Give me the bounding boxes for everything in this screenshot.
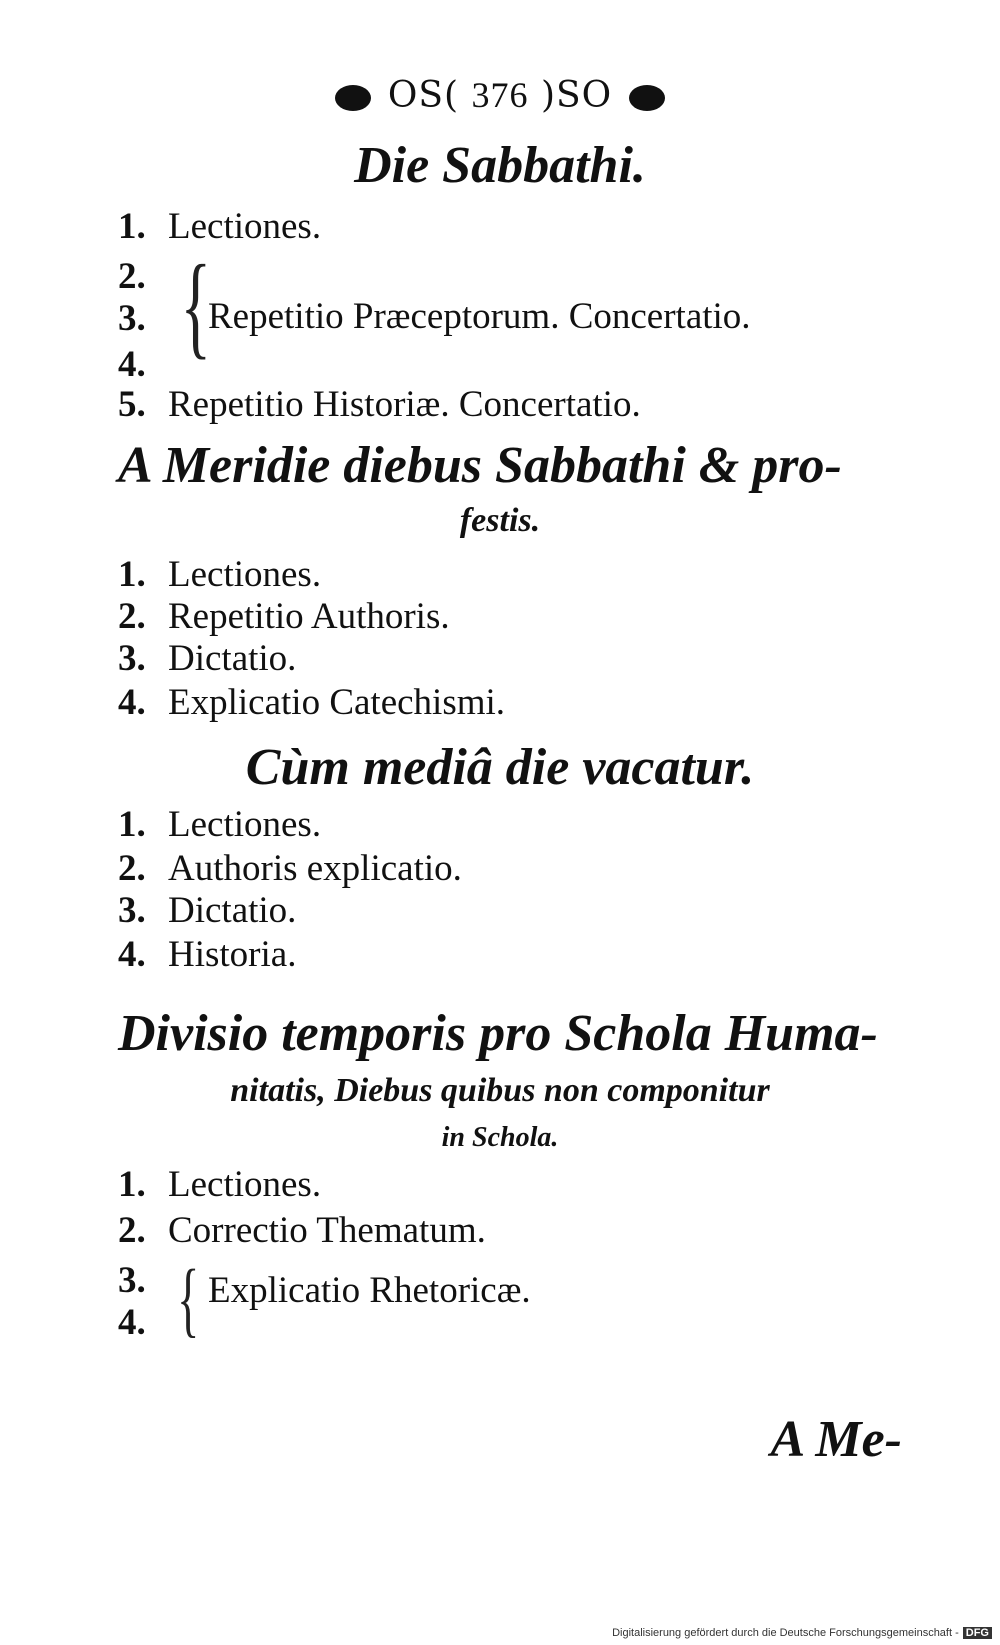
section-title-divisio: Divisio temporis pro Schola Huma- bbox=[118, 1005, 878, 1062]
list-item-text: Repetitio Præceptorum. Concertatio. bbox=[208, 296, 751, 337]
list-item: 4. bbox=[118, 344, 146, 385]
list-item: 4. bbox=[118, 1302, 146, 1343]
right-ornament-icon bbox=[629, 85, 665, 111]
footer-credit: Digitalisierung gefördert durch die Deutsche Forschungsgemeinschaft - DFG bbox=[612, 1627, 992, 1639]
section-title-cum-media: Cùm mediâ die vacatur. bbox=[245, 739, 755, 796]
list-item: 3. Dictatio. bbox=[118, 890, 297, 931]
list-item: 3. bbox=[118, 298, 146, 339]
list-item: 1. Lectiones. bbox=[118, 206, 322, 247]
list-item: 3. bbox=[118, 1260, 146, 1301]
list-item: 1. Lectiones. bbox=[118, 1164, 322, 1205]
section-title-a-meridie-line2: festis. bbox=[459, 502, 541, 539]
list-item: 2. Repetitio Authoris. bbox=[118, 596, 450, 637]
list-item-text: Explicatio Rhetoricæ. bbox=[208, 1270, 531, 1311]
list-item: 2. bbox=[118, 256, 146, 297]
page-number: 376 bbox=[471, 75, 529, 115]
list-item: 3. Dictatio. bbox=[118, 638, 297, 679]
right-ornament-text: )SO bbox=[540, 75, 613, 116]
left-ornament-text: OS( bbox=[387, 75, 460, 116]
list-item: 1. Lectiones. bbox=[118, 804, 322, 845]
list-item: 4. Explicatio Catechismi. bbox=[118, 682, 506, 723]
page-header bbox=[0, 74, 1000, 116]
brace-icon: { bbox=[180, 242, 212, 370]
list-item: 4. Historia. bbox=[118, 934, 297, 975]
list-item: 2. Correctio Thematum. bbox=[118, 1210, 486, 1251]
section-title-divisio-line2: nitatis, Diebus quibus non componitur bbox=[230, 1072, 770, 1109]
brace-icon: { bbox=[177, 1253, 200, 1346]
section-title-a-meridie: A Meridie diebus Sabbathi & pro- bbox=[118, 437, 842, 494]
left-ornament-icon bbox=[335, 85, 371, 111]
dfg-logo-icon: DFG bbox=[963, 1627, 992, 1639]
list-item: 5. Repetitio Historiæ. Concertatio. bbox=[118, 384, 641, 425]
list-item: 2. Authoris explicatio. bbox=[118, 848, 462, 889]
list-item: 1. Lectiones. bbox=[118, 554, 322, 595]
section-title-die-sabbathi: Die Sabbathi. bbox=[354, 137, 646, 194]
section-title-divisio-line3: in Schola. bbox=[441, 1122, 559, 1153]
catchword: A Me- bbox=[770, 1411, 902, 1468]
